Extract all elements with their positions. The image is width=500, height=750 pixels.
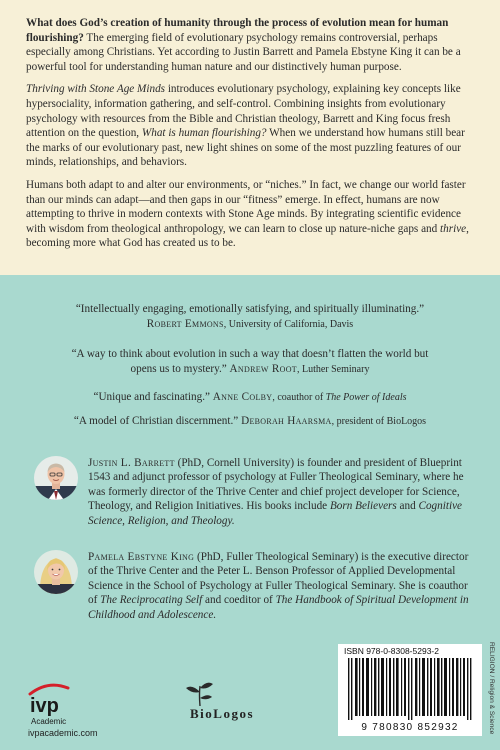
description-paragraph-2 [26, 82, 476, 170]
endorsement-quote: “A way to think about evolution in such a way that doesn’t flatten the world but [71, 348, 429, 360]
endorsement-3 [0, 390, 500, 405]
bio-text: and [396, 500, 419, 513]
endorsement-4 [0, 414, 500, 429]
endorser-name: Andrew Root [229, 363, 297, 375]
author-book-title: Cognitive Science, Religion, and Theology. [88, 500, 462, 527]
endorsement-quote: “Intellectually engaging, emotionally satisfying, and spiritually illuminating.” [75, 303, 425, 315]
endorser-affiliation: , president of BioLogos [331, 416, 427, 427]
biologos-logo [174, 678, 294, 728]
description-paragraph-1 [26, 16, 476, 74]
portrait-woman-icon [34, 550, 78, 594]
barcode-bars-icon [346, 658, 474, 720]
author-bio [88, 456, 474, 528]
endorsement-2 [0, 347, 500, 377]
endorser-name: Deborah Haarsma [241, 415, 332, 427]
isbn-barcode [338, 644, 482, 736]
ivp-subtitle: Academic [31, 717, 67, 726]
endorsement-1 [0, 302, 500, 332]
key-question: What is human flourishing? [141, 127, 267, 140]
biologos-seedling-icon [174, 678, 294, 708]
ivp-academic-logo [28, 680, 118, 730]
description-text: The emerging field of evolutionary psychology remains controversial, perhaps especially among Christians. Yet according to Justin Barrett and Pamela Ebstyne King it can be a powerful tool for understanding human nature and our distinctively human purpose. [26, 31, 461, 73]
author-book-title: The Reciprocating Self [100, 594, 203, 607]
bisac-category [486, 642, 496, 738]
bio-text: (PhD, Cornell University) is founder and president of Blueprint 1543 and adjunct professor of psychology at Fuller Theological Seminary, where he was formerly director of the Thrive Center and chief project developer for Science, Theology, and Religion Initiatives. His books include [88, 457, 464, 513]
ivp-wordmark: ivp [30, 695, 59, 717]
description-text: When we understand how humans still bear the marks of our evolutionary past, new light shines on some of the most puzzling features of our minds, relationships, and behaviors. [26, 127, 465, 169]
author-book-title: Born Believers [329, 500, 397, 513]
lead-question: What does God’s creation of humanity through the process of evolution mean for human flourishing? [26, 17, 449, 44]
author-book-title: The Handbook of Spiritual Development in Childhood and Adolescence. [88, 594, 469, 621]
author-bio [88, 550, 474, 622]
author-name: Pamela Ebstyne King [88, 551, 195, 563]
category-label: RELIGION / Religion & Science [488, 642, 495, 735]
endorsement-quote: “Unique and fascinating.” [93, 391, 210, 403]
description-paragraph-3 [26, 178, 476, 251]
endorser-affiliation: , University of California, Davis [223, 319, 354, 330]
isbn-number: ISBN 978-0-8308-5293-2 [344, 646, 439, 656]
endorsement-quote: “A model of Christian discernment.” [73, 415, 239, 427]
author-name: Justin L. Barrett [88, 457, 175, 469]
biologos-wordmark: BioLogos [190, 706, 255, 721]
ivp-swoosh-icon [28, 680, 118, 728]
book-title-mention: Thriving with Stone Age Minds [26, 83, 166, 96]
description-panel [0, 0, 500, 275]
endorser-book-title: The Power of Ideals [325, 392, 407, 403]
bio-text: and coeditor of [202, 594, 276, 607]
portrait-man-icon [34, 456, 78, 500]
endorser-affiliation: , coauthor of [272, 392, 326, 403]
thrive-word: thrive [440, 222, 467, 235]
endorser-name: Robert Emmons [146, 318, 224, 330]
description-text: Humans both adapt to and alter our environments, or “niches.” In fact, we change our world faster than our minds can adapt—and then gaps in our “fitness” emerge. In effect, humans are now attempting to thrive in modern contexts with Stone Age minds. By integrating scientific evidence with wisdom from theological anthropology, we can learn to close up nature-niche gaps and [26, 178, 466, 235]
endorser-affiliation: , Luther Seminary [296, 364, 370, 375]
description-text: introduces evolutionary psychology, explaining key concepts like hypersociality, information gathering, and self-control. Combining insights from evolutionary psychology with resources from the Bible and Christian theology, Barrett and King focus fresh attention on the question, [26, 83, 461, 140]
barcode-digits: 9 780830 852932 [361, 722, 459, 733]
endorser-name: Anne Colby [212, 391, 273, 403]
description-text: , becoming more what God has created us to be. [26, 222, 469, 250]
publisher-url[interactable]: ivpacademic.com [28, 728, 98, 738]
endorsement-quote-cont: opens us to mystery.” [130, 363, 227, 375]
bio-text: (PhD, Fuller Theological Seminary) is the executive director of the Thrive Center and the Peter L. Benson Professor of Applied Developmental Science in the School of Psychology at Fuller Theological Seminary. She is coauthor of [88, 551, 469, 607]
